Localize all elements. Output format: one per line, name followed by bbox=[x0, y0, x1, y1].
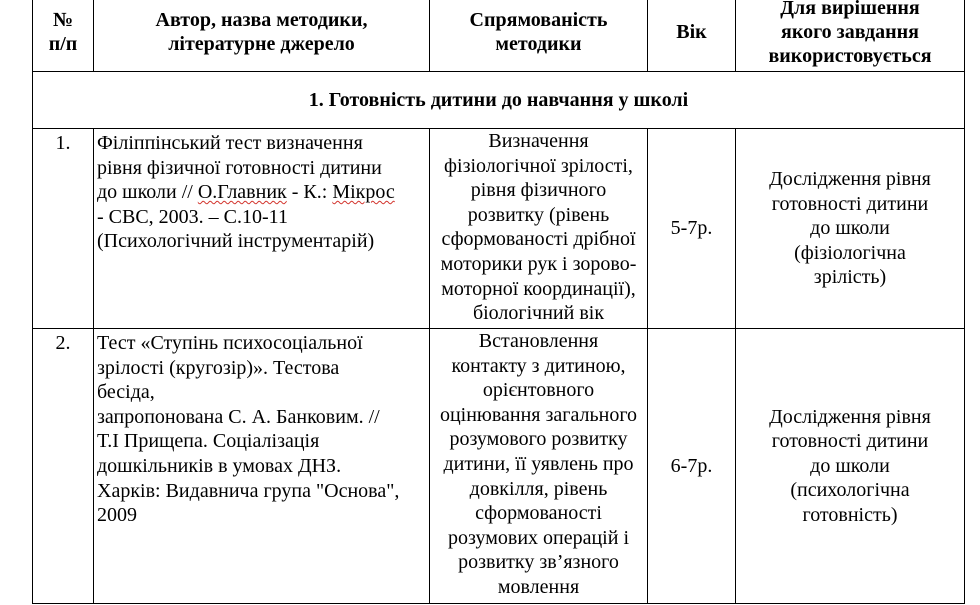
row-task: Дослідження рівня готовності дитини до школи (фізіологічна зрілість) bbox=[736, 129, 965, 329]
row-task: Дослідження рівня готовності дитини до школи (психологічна готовність) bbox=[736, 329, 965, 604]
spellcheck-mark: Мікрос bbox=[332, 181, 395, 204]
section-title: 1. Готовність дитини до навчання у школі bbox=[33, 72, 965, 129]
header-age: Вік bbox=[648, 0, 736, 72]
table-header-row bbox=[33, 0, 965, 72]
header-task: Для вирішення якого завдання використовується bbox=[736, 0, 965, 72]
row-direction: Визначення фізіологічної зрілості, рівня фізичного розвитку (рівень сформованості дрібної моторики рук і зорово- моторної координації), біологічний вік bbox=[430, 129, 648, 329]
row-age: 5-7р. bbox=[648, 129, 736, 329]
header-direction: Спрямованість методики bbox=[430, 0, 648, 72]
header-number: № п/п bbox=[33, 0, 94, 72]
row-direction: Встановлення контакту з дитиною, орієнтовного оцінювання загального розумового розвитку дитини, її уявлень про довкілля, рівень сформованості розумових операцій і розвитку зв’язного мовлення bbox=[430, 329, 648, 604]
table-row bbox=[33, 129, 965, 329]
row-author: Філіппінський тест визначення рівня фізичної готовності дитини до школи // О.Главник - К.: Мікрос - СВС, 2003. – С.10-11 (Психологічний інструментарій) bbox=[94, 129, 430, 329]
section-row bbox=[33, 72, 965, 129]
row-number: 2. bbox=[33, 329, 94, 604]
row-author: Тест «Ступінь психосоціальної зрілості (кругозір)». Тестова бесіда, запропонована С. А. Банковим. // Т.І Прищепа. Соціалізація дошкільників в умовах ДНЗ. Харків: Видавнича група "Основа", 2009 bbox=[94, 329, 430, 604]
row-number: 1. bbox=[33, 129, 94, 329]
methods-table bbox=[32, 0, 965, 604]
header-author: Автор, назва методики, літературне джерело bbox=[94, 0, 430, 72]
spellcheck-mark: О.Главник bbox=[197, 181, 287, 204]
table-row bbox=[33, 329, 965, 604]
row-age: 6-7р. bbox=[648, 329, 736, 604]
